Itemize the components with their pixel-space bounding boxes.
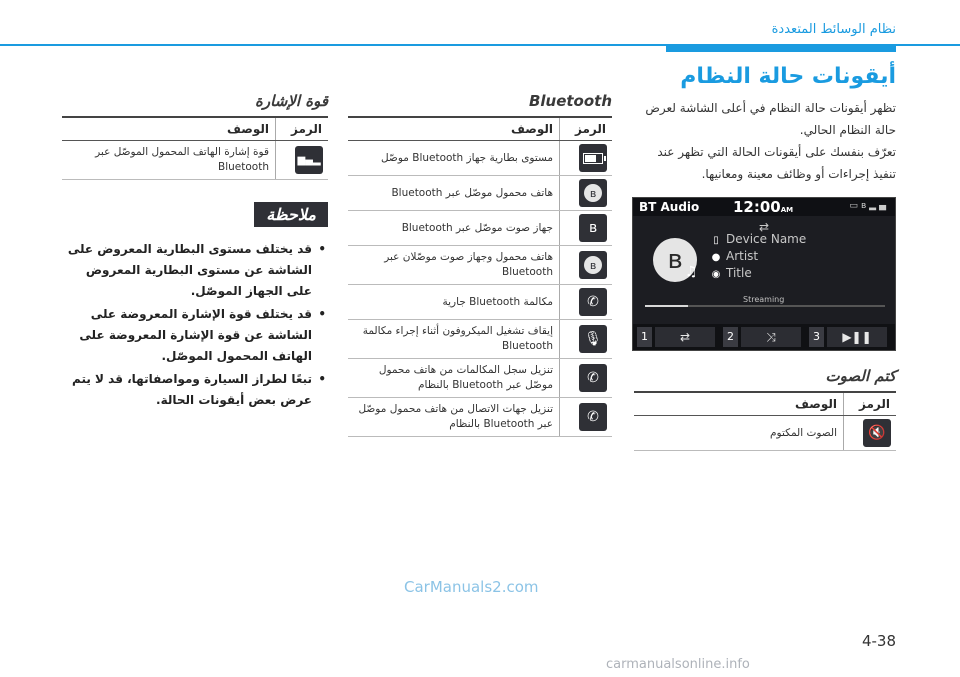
signal-title: قوة الإشارة	[255, 92, 328, 110]
description-cell: مستوى بطارية جهاز Bluetooth موصّل	[348, 141, 560, 176]
artist-row	[709, 249, 758, 263]
description-cell: إيقاف تشغيل الميكروفون أثناء إجراء مكالمة Bluetooth	[348, 320, 560, 359]
disc-icon: ◉	[711, 269, 721, 280]
person-icon: ●	[711, 252, 721, 263]
intro-paragraph-2: تعرّف بنفسك على أيقونات الحالة التي تظهر عند تنفيذ إجراءات أو وظائف معينة ومعانيها.	[657, 145, 896, 181]
call-icon	[579, 288, 607, 316]
streaming-label: Streaming	[743, 295, 785, 304]
bluetooth-glyph: ʙ	[584, 256, 602, 274]
call-glyph: ✆	[587, 293, 599, 310]
bluetooth-status-icon: ʙ	[860, 201, 870, 211]
description-cell: قوة إشارة الهاتف المحمول الموصّل عبر Bluetooth	[62, 141, 276, 180]
bluetooth-audio-icon	[579, 214, 607, 242]
description-cell: هاتف محمول موصّل عبر Bluetooth	[348, 176, 560, 211]
page-number: 4-38	[861, 632, 896, 650]
col-description: الوصف	[634, 392, 844, 416]
preset-number-2: 2	[723, 327, 738, 347]
symbol-cell	[560, 285, 613, 320]
screen-status-icons	[849, 201, 889, 211]
table-row	[348, 398, 612, 437]
symbol-cell	[560, 211, 613, 246]
bluetooth-glyph: ʙ	[588, 219, 598, 236]
shuffle-button[interactable]: ⤨	[741, 327, 801, 347]
watermark-top: CarManuals2.com	[404, 578, 539, 596]
device-name: Device Name	[726, 232, 807, 246]
music-note-icon: ♫	[685, 264, 698, 280]
bluetooth-phone-audio-icon	[579, 251, 607, 279]
table-header-row	[634, 392, 896, 416]
signal-status-icon: ▂▄	[869, 201, 889, 211]
play-pause-button[interactable]: ▶❚❚	[827, 327, 887, 347]
col-symbol: الرمز	[844, 392, 897, 416]
bluetooth-icon: ʙ	[653, 238, 697, 282]
bluetooth-table	[348, 116, 612, 437]
list-item: • تبعًا لطراز السيارة ومواصفاتها، قد لا يتم عرض بعض أيقونات الحالة.	[62, 369, 328, 411]
symbol-cell	[560, 141, 613, 176]
description-cell: الصوت المكتوم	[634, 416, 844, 451]
repeat-icon: ⇄	[759, 220, 770, 234]
download-calls-icon	[579, 364, 607, 392]
table-row	[348, 285, 612, 320]
description-cell: مكالمة Bluetooth جارية	[348, 285, 560, 320]
intro-paragraph: تظهر أيقونات حالة النظام في أعلى الشاشة لعرض حالة النظام الحالي.	[645, 101, 896, 137]
list-item: • قد يختلف قوة الإشارة المعروضة على الشاشة عن قوة الإشارة المعروضة على الهاتف المحمول الموصّل.	[62, 304, 328, 367]
signal-glyph: ▂▄▆	[297, 154, 321, 166]
title-row	[709, 266, 752, 280]
phone-icon: ▯	[713, 235, 719, 246]
repeat-button[interactable]: ⇄	[655, 327, 715, 347]
symbol-cell	[276, 141, 329, 180]
clock-ampm: AM	[780, 206, 794, 214]
bluetooth-phone-icon	[579, 179, 607, 207]
device-name-row	[709, 232, 806, 246]
mute-title: كتم الصوت	[825, 367, 896, 385]
col-symbol: الرمز	[560, 117, 613, 141]
col-symbol: الرمز	[276, 117, 329, 141]
battery-icon	[579, 144, 607, 172]
bluetooth-glyph: ʙ	[584, 184, 602, 202]
watermark-bottom: carmanualsonline.info	[606, 657, 750, 672]
bt-audio-screen	[632, 197, 896, 351]
mute-icon	[863, 419, 891, 447]
signal-strength-icon	[295, 146, 323, 174]
screen-clock	[733, 198, 793, 216]
mic-glyph: 🎙	[584, 330, 602, 347]
mute-table	[634, 391, 896, 451]
progress-fill	[645, 305, 688, 307]
notes-list	[62, 239, 328, 411]
chapter-title: نظام الوسائط المتعددة	[771, 22, 896, 37]
symbol-cell	[844, 416, 897, 451]
preset-number-1: 1	[637, 327, 652, 347]
table-row	[348, 359, 612, 398]
download-contacts-icon	[579, 403, 607, 431]
table-row	[348, 176, 612, 211]
status-icons-column	[634, 64, 896, 451]
symbol-cell	[560, 246, 613, 285]
signal-column	[62, 92, 328, 413]
table-row	[348, 246, 612, 285]
table-row	[348, 141, 612, 176]
description-cell: هاتف محمول وجهاز صوت موصّلان عبر Bluetooth	[348, 246, 560, 285]
signal-table	[62, 116, 328, 180]
header-accent-bar	[666, 44, 896, 52]
download-glyph: ✆	[587, 369, 599, 386]
mute-glyph: 🔇	[868, 424, 886, 441]
symbol-cell	[560, 398, 613, 437]
screen-source-label: BT Audio	[639, 200, 700, 214]
symbol-cell	[560, 320, 613, 359]
description-cell: جهاز صوت موصّل عبر Bluetooth	[348, 211, 560, 246]
table-row	[634, 416, 896, 451]
artist-name: Artist	[726, 249, 759, 263]
clock-time: 12:00	[733, 198, 781, 216]
battery-status-icon: ▭	[849, 201, 861, 211]
preset-number-3: 3	[809, 327, 824, 347]
description-cell: تنزيل جهات الاتصال من هاتف محمول موصّل عبر Bluetooth بالنظام	[348, 398, 560, 437]
symbol-cell	[560, 359, 613, 398]
col-description: الوصف	[348, 117, 560, 141]
table-header-row	[348, 117, 612, 141]
download-glyph: ✆	[587, 408, 599, 425]
symbol-cell	[560, 176, 613, 211]
bluetooth-column	[348, 92, 612, 437]
description-cell: تنزيل سجل المكالمات من هاتف محمول موصّل عبر Bluetooth بالنظام	[348, 359, 560, 398]
table-row	[348, 211, 612, 246]
col-description: الوصف	[62, 117, 276, 141]
table-row	[62, 141, 328, 180]
section-title: أيقونات حالة النظام	[680, 64, 896, 89]
note-badge: ملاحظة	[254, 202, 328, 227]
table-header-row	[62, 117, 328, 141]
table-row	[348, 320, 612, 359]
mic-off-icon	[579, 325, 607, 353]
list-item: • قد يختلف مستوى البطارية المعروض على الشاشة عن مستوى البطارية المعروض على الجهاز الموصّل.	[62, 239, 328, 302]
track-title: Title	[726, 266, 752, 280]
bluetooth-title: Bluetooth	[528, 92, 612, 110]
